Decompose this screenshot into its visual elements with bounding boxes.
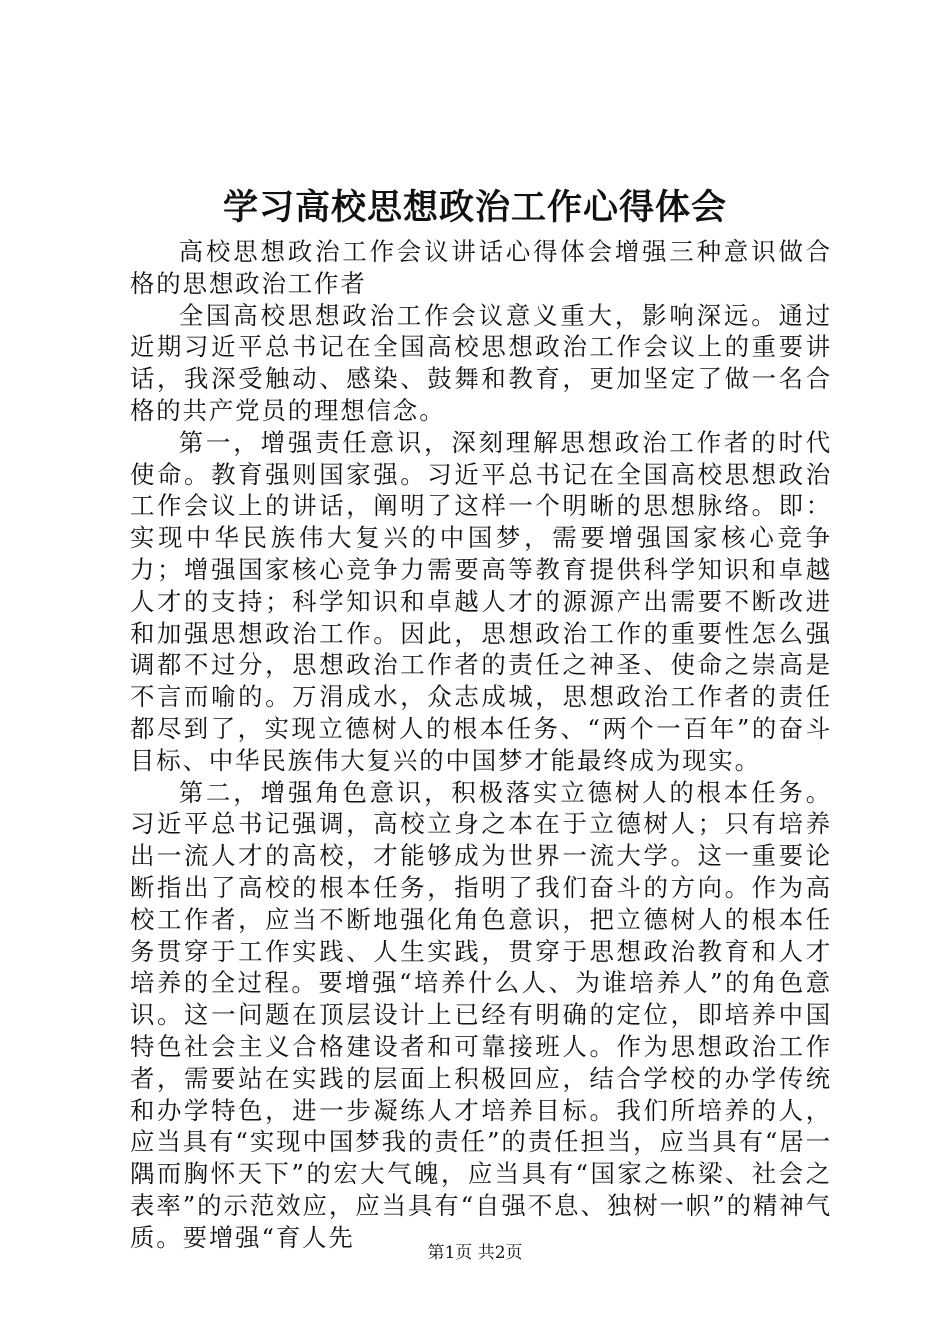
document-body — [130, 236, 832, 1254]
intro-paragraph: 全国高校思想政治工作会议意义重大，影响深远。通过近期习近平总书记在全国高校思想政治工作会议上的重要讲话，我深受触动、感染、鼓舞和教育，更加坚定了做一名合格的共产党员的理想信念。 — [130, 300, 832, 425]
role-paragraph: 第二，增强角色意识，积极落实立德树人的根本任务。习近平总书记强调，高校立身之本在于立德树人；只有培养出一流人才的高校，才能够成为世界一流大学。这一重要论断指出了高校的根本任务，指明了我们奋斗的方向。作为高校工作者，应当不断地强化角色意识，把立德树人的根本任务贯穿于工作实践、人生实践，贯穿于思想政治教育和人才培养的全过程。要增强“培养什么人、为谁培养人”的角色意识。这一问题在顶层设计上已经有明确的定位，即培养中国特色社会主义合格建设者和可靠接班人。作为思想政治工作者，需要站在实践的层面上积极回应，结合学校的办学传统和办学特色，进一步凝练人才培养目标。我们所培养的人，应当具有“实现中国梦我的责任”的责任担当，应当具有“居一隅而胸怀天下”的宏大气魄，应当具有“国家之栋梁、社会之表率”的示范效应，应当具有“自强不息、独树一帜”的精神气质。要增强“育人先 — [130, 777, 832, 1252]
page-number-footer: 第1页 共2页 — [427, 1243, 523, 1263]
document-title: 学习高校思想政治工作心得体会 — [222, 187, 727, 228]
responsibility-paragraph: 第一，增强责任意识，深刻理解思想政治工作者的时代使命。教育强则国家强。习近平总书记在全国高校思想政治工作会议上的讲话，阐明了这样一个明晰的思想脉络。即：实现中华民族伟大复兴的中国梦，需要增强国家核心竞争力；增强国家核心竞争力需要高等教育提供科学知识和卓越人才的支持；科学知识和卓越人才的源源产出需要不断改进和加强思想政治工作。因此，思想政治工作的重要性怎么强调都不过分，思想政治工作者的责任之神圣、使命之崇高是不言而喻的。万涓成水，众志成城，思想政治工作者的责任都尽到了，实现立德树人的根本任务、“两个一百年”的奋斗目标、中华民族伟大复兴的中国梦才能最终成为现实。 — [130, 427, 832, 775]
subtitle-paragraph: 高校思想政治工作会议讲话心得体会增强三种意识做合格的思想政治工作者 — [130, 237, 832, 298]
